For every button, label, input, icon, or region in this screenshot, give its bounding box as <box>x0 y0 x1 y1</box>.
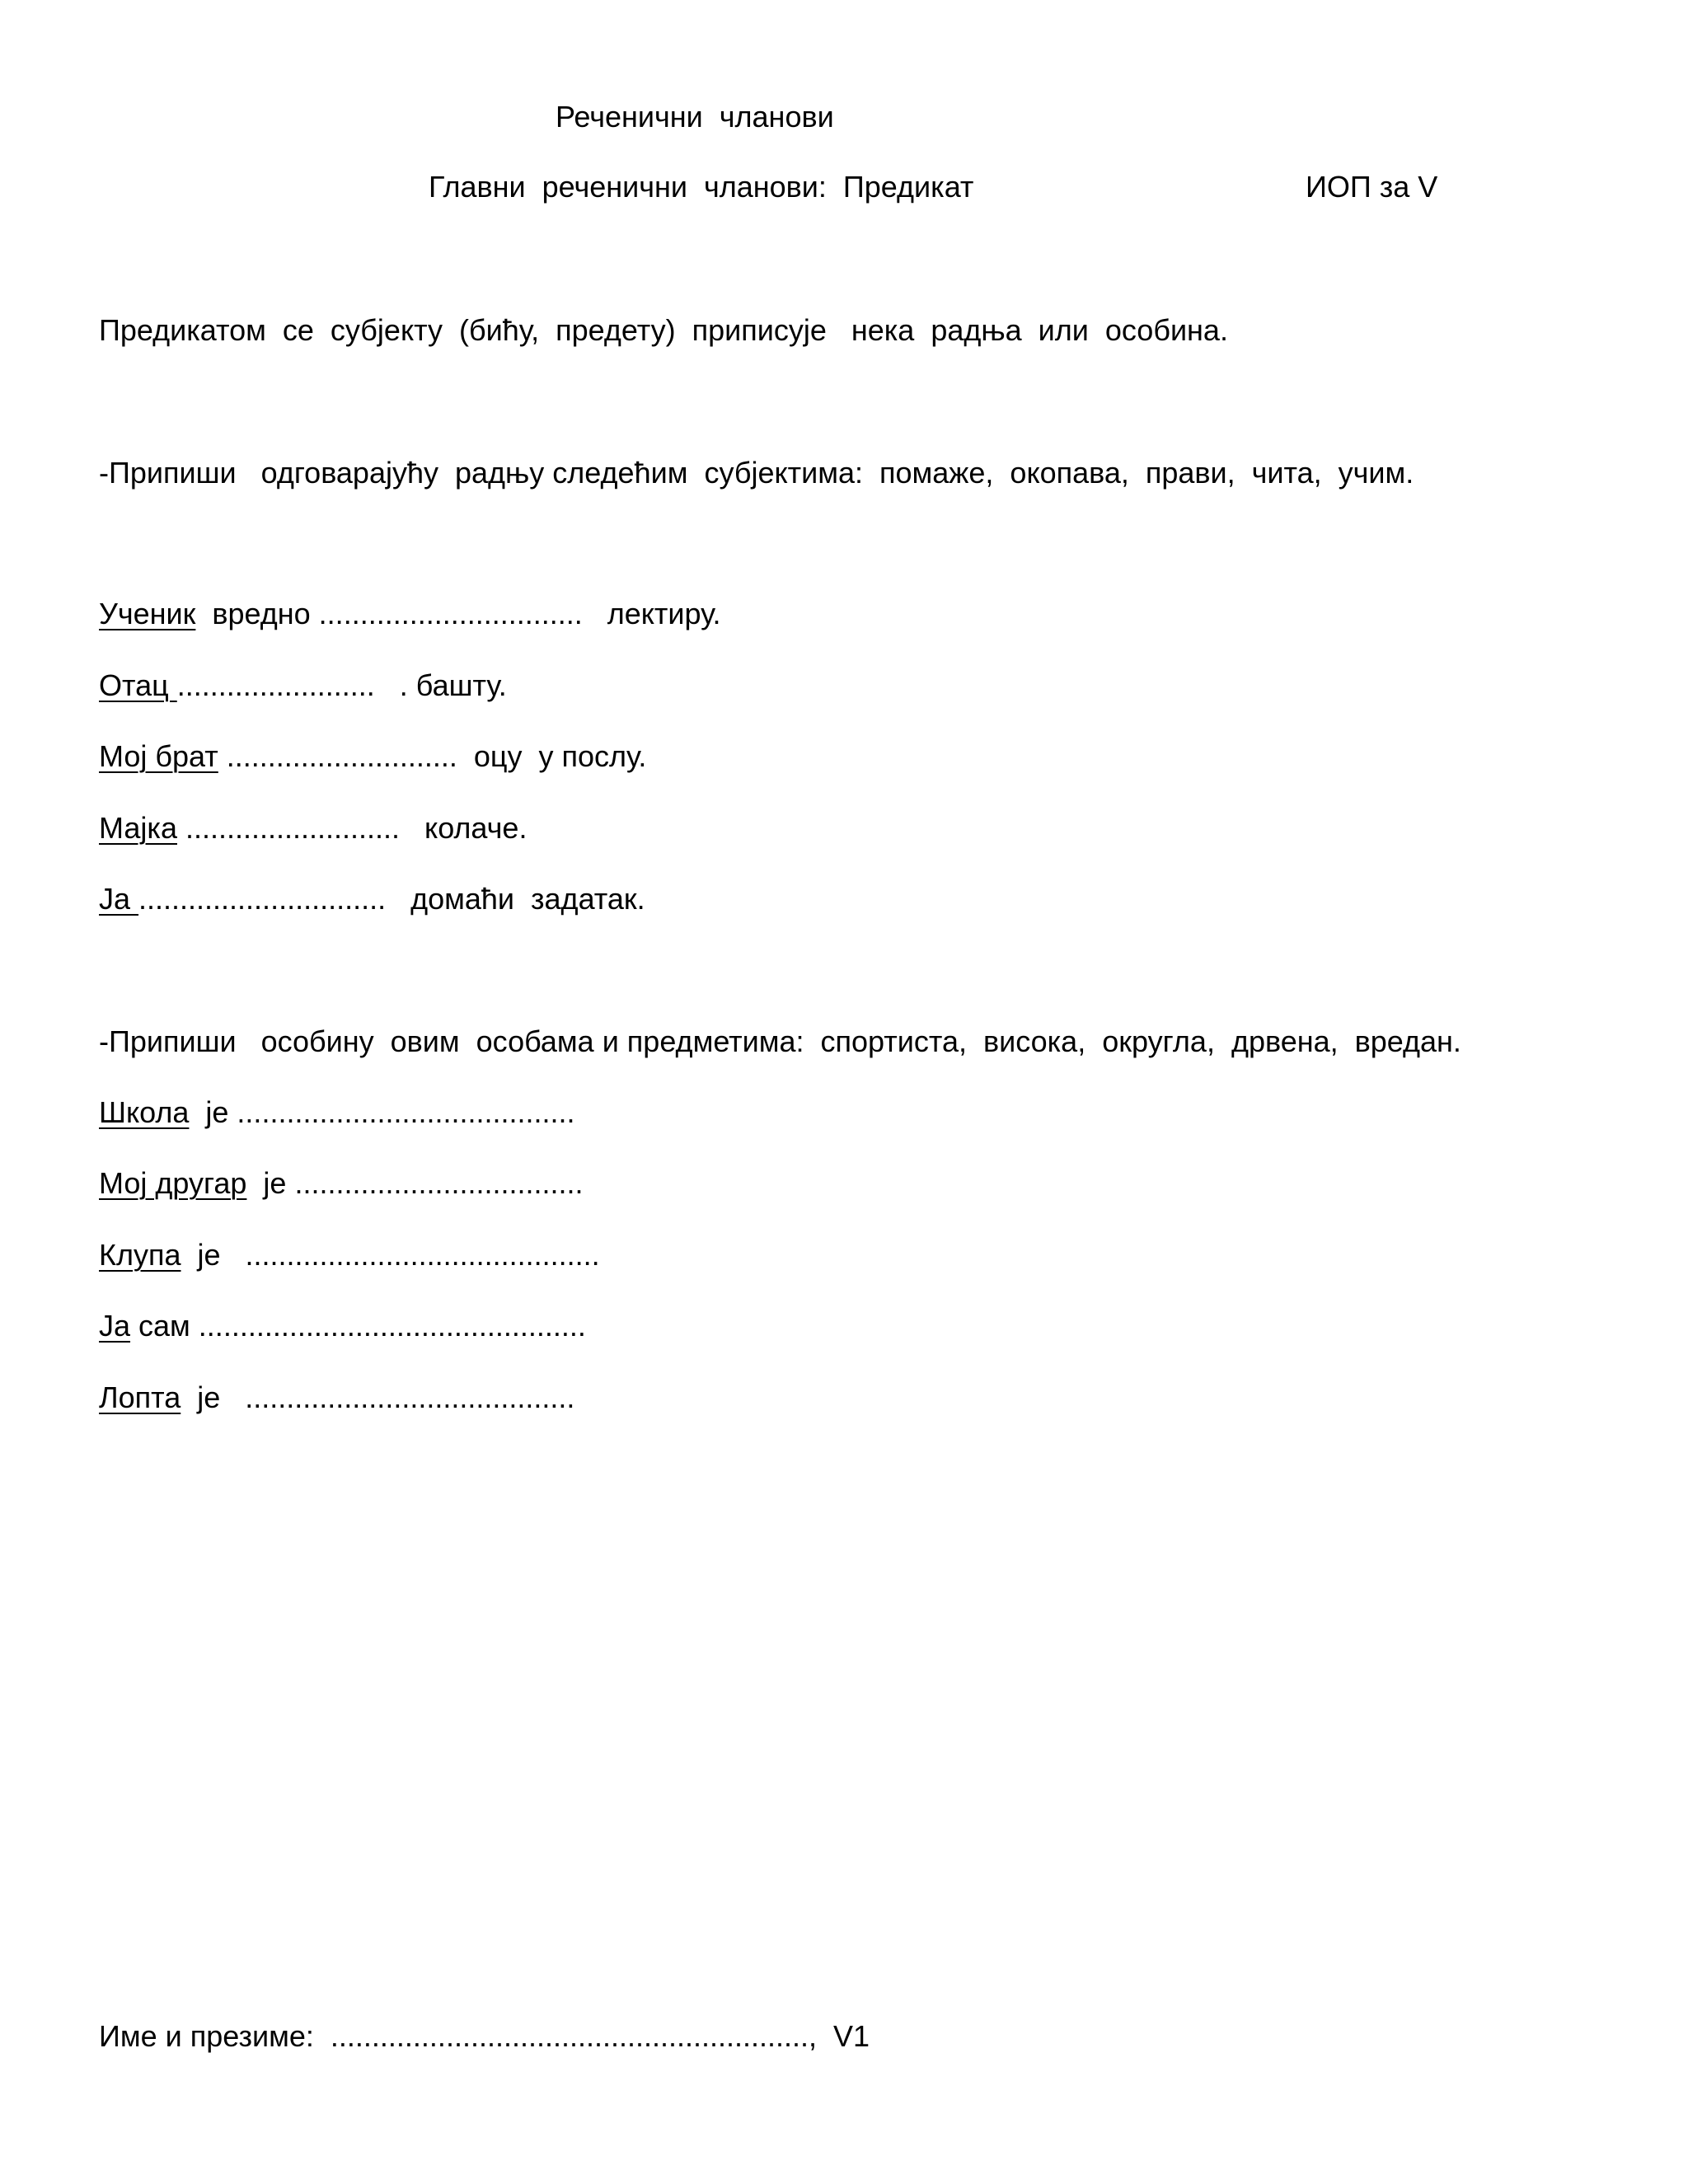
task1-item-blank: вредно ................................ лектиру. <box>195 597 721 630</box>
version-label: V1 <box>817 2019 870 2053</box>
task1-item-blank: ............................ оцу у послу. <box>218 739 647 773</box>
task2-item-blank: је ........................................... <box>181 1238 600 1272</box>
task2-item <box>99 1240 600 1270</box>
task1-item-subject: Ученик <box>99 597 196 630</box>
task2-item-blank: је ......................................... <box>189 1095 575 1129</box>
task2-item <box>99 1095 575 1129</box>
task2-item-subject: Лопта <box>99 1380 181 1414</box>
task2-item-blank: је ................................... <box>246 1166 584 1200</box>
task2-item-subject: Клупа <box>99 1238 181 1272</box>
task2-item <box>99 1380 575 1414</box>
task1-item-subject: Мој брат <box>99 739 218 773</box>
task2-item-subject: Школа <box>99 1095 190 1129</box>
grade-label: ИОП за V <box>1306 170 1438 204</box>
worksheet-title: Реченични чланови <box>556 100 834 134</box>
task1-item <box>99 668 507 702</box>
task2-item-blank: сам ............................................... <box>130 1309 586 1343</box>
worksheet-subtitle: Главни реченични чланови: Предикат <box>429 170 974 204</box>
task1-item <box>99 884 645 914</box>
task1-item-subject: Отац <box>99 668 177 702</box>
task1-instruction: -Припиши одговарајућу радњу следећим субјектима: помаже, окопава, прави, чита, учим. <box>99 456 1414 490</box>
task1-item <box>99 599 721 629</box>
name-footer <box>99 2019 870 2053</box>
task1-item-subject: Мајка <box>99 811 177 845</box>
definition-text: Предикатом се субјекту (бићу, предету) приписује нека радња или особина. <box>99 313 1228 347</box>
task1-item-blank: .............................. домаћи задатак. <box>138 882 645 916</box>
task1-item-blank: ........................ . башту. <box>176 668 507 702</box>
task2-item <box>99 1166 584 1200</box>
task2-item <box>99 1311 586 1341</box>
task2-item-subject: Ја <box>99 1309 131 1343</box>
name-blank: .........................................................., <box>313 2019 818 2053</box>
task2-item-subject: Мој другар <box>99 1166 247 1200</box>
task1-item-subject: Ја <box>99 882 139 916</box>
task1-item <box>99 813 527 843</box>
task2-item-blank: је ........................................ <box>181 1380 575 1414</box>
task1-item-blank: .......................... колаче. <box>176 811 528 845</box>
task2-instruction: -Припиши особину овим особама и предметима: спортиста, висока, округла, дрвена, вредан. <box>99 1024 1461 1058</box>
task1-item <box>99 739 647 773</box>
name-label: Име и презиме: <box>99 2019 314 2053</box>
